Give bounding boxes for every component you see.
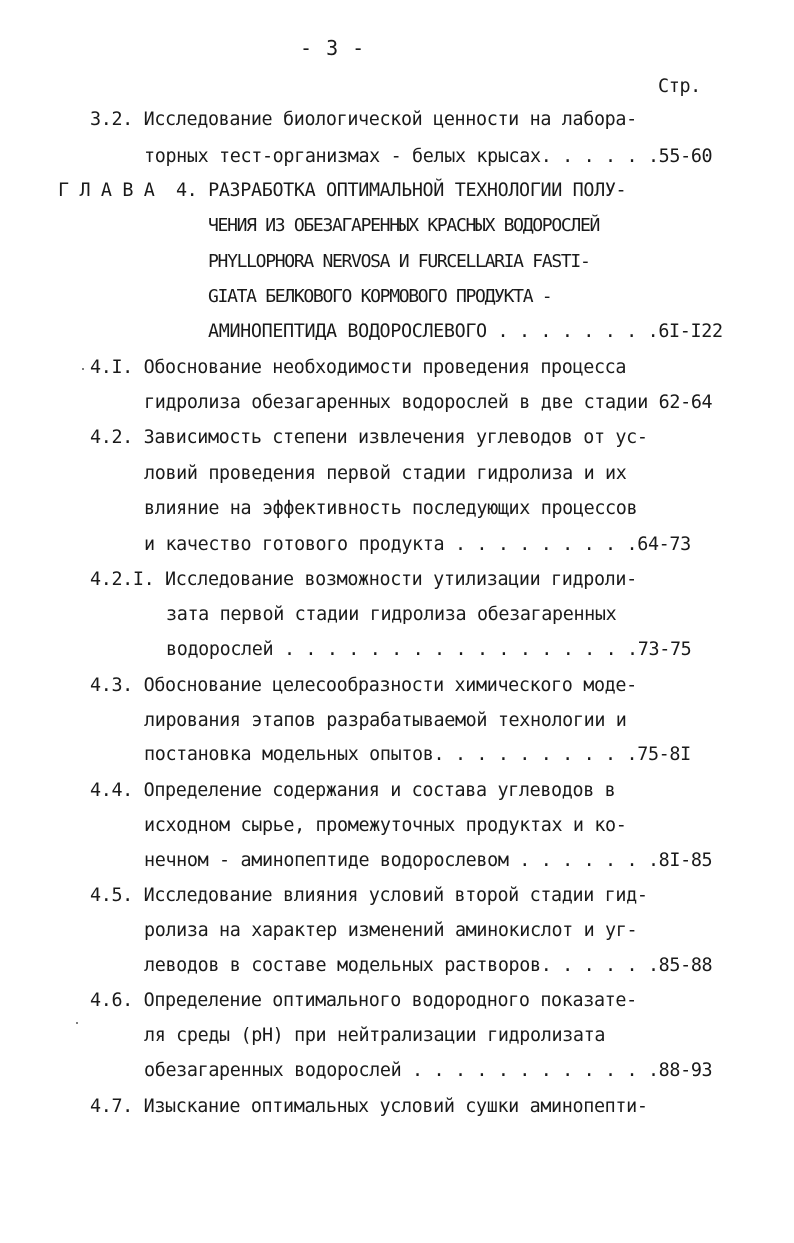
page-column-header: Стр. <box>658 76 701 97</box>
scan-speck <box>76 1022 78 1024</box>
toc-entry-4-3-line-3: постановка модельных опытов. . . . . . . . . .75-8I <box>144 744 691 765</box>
toc-chapter-4-line-5: АМИНОПЕПТИДА ВОДОРОСЛЕВОГО . . . . . . . .6I-I22 <box>208 321 723 342</box>
toc-entry-4-7-line-1: 4.7. Изыскание оптимальных условий сушки аминопепти- <box>90 1096 648 1117</box>
toc-entry-3-2-line-1: 3.2. Исследование биологической ценности на лабора- <box>90 109 637 130</box>
toc-entry-4-4-line-2: исходном сырье, промежуточных продуктах и ко- <box>144 815 627 836</box>
toc-entry-4-1-line-1: 4.I. Обоснование необходимости проведения процесса <box>90 357 627 378</box>
toc-entry-4-6-line-3: обезагаренных водорослей . . . . . . . . . . . .88-93 <box>144 1060 713 1081</box>
toc-entry-4-2-1-line-1: 4.2.I. Исследование возможности утилизации гидроли- <box>90 569 637 590</box>
toc-entry-4-6-line-1: 4.6. Определение оптимального водородного показате- <box>90 990 637 1011</box>
toc-entry-4-3-line-1: 4.3. Обоснование целесообразности химического моде- <box>90 675 637 696</box>
toc-entry-4-2-1-line-3: водорослей . . . . . . . . . . . . . . . . .73-75 <box>166 639 692 660</box>
scan-speck <box>82 368 84 370</box>
toc-entry-4-5-line-1: 4.5. Исследование влияния условий второй стадии гид- <box>90 885 648 906</box>
toc-entry-3-2-line-2: торных тест-организмах - белых крысах. . . . . .55-60 <box>144 146 713 167</box>
toc-entry-4-6-line-2: ля среды (рН) при нейтрализации гидролизата <box>144 1025 606 1046</box>
toc-entry-4-5-line-2: ролиза на характер изменений аминокислот и уг- <box>144 920 638 941</box>
toc-entry-4-2-line-2: ловий проведения первой стадии гидролиза и их <box>144 463 627 484</box>
toc-entry-4-2-line-1: 4.2. Зависимость степени извлечения углеводов от ус- <box>90 427 648 448</box>
toc-chapter-4-line-1: Г Л А В А 4. РАЗРАБОТКА ОПТИМАЛЬНОЙ ТЕХНОЛОГИИ ПОЛУ- <box>58 180 627 201</box>
toc-entry-4-4-line-3: нечном - аминопептиде водорослевом . . . . . . .8I-85 <box>144 850 713 871</box>
toc-chapter-4-line-2: ЧЕНИЯ ИЗ ОБЕЗАГАРЕННЫХ КРАСНЫХ ВОДОРОСЛЕЙ <box>208 215 600 236</box>
toc-chapter-4-line-3: PHYLLOPHORA NERVOSA И FURCELLARIA FASTI- <box>208 251 590 272</box>
toc-entry-4-2-line-4: и качество готового продукта . . . . . . . . .64-73 <box>144 534 691 555</box>
toc-chapter-4-line-4: GIATA БЕЛКОВОГО КОРМОВОГО ПРОДУКТА - <box>208 286 552 307</box>
toc-entry-4-3-line-2: лирования этапов разрабатываемой технологии и <box>144 710 627 731</box>
page-number: - 3 - <box>300 36 366 60</box>
toc-entry-4-2-1-line-2: зата первой стадии гидролиза обезагаренных <box>166 604 617 625</box>
toc-entry-4-1-line-2: гидролиза обезагаренных водорослей в две стадии 62-64 <box>144 392 713 413</box>
toc-entry-4-2-line-3: влияние на эффективность последующих процессов <box>144 498 638 519</box>
toc-entry-4-4-line-1: 4.4. Определение содержания и состава углеводов в <box>90 780 616 801</box>
toc-entry-4-5-line-3: леводов в составе модельных растворов. . . . . .85-88 <box>144 955 713 976</box>
